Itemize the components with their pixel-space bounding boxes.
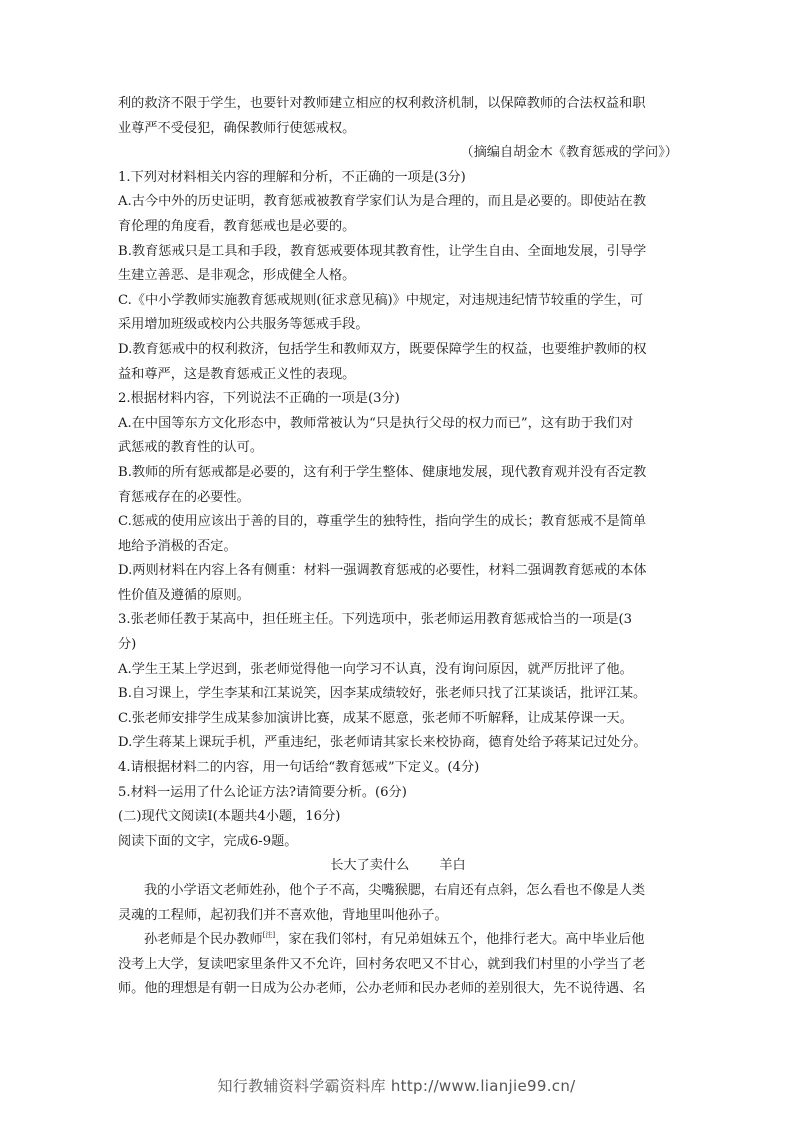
question-1-option-d-cont: 益和尊严，这是教育惩戒正义性的表现。 — [118, 366, 356, 382]
question-2-option-b: B.教师的所有惩戒都是必要的，这有利于学生整体、健康地发展，现代教育观并没有否定教 — [118, 464, 647, 480]
article-paragraph-1-cont: 灵魂的工程师，起初我们并不喜欢他，背地里叫他孙子。 — [118, 907, 448, 923]
footer-watermark: 知行教辅资料学霸资料库 http://www.lianjie99.cn/ — [217, 1077, 576, 1095]
question-4: 4.请根据材料二的内容，用一句话给“教育惩戒”下定义。(4分) — [118, 760, 480, 776]
question-2-option-b-cont: 育惩戒存在的必要性。 — [118, 489, 250, 505]
document-page — [118, 92, 678, 1002]
article-paragraph-1: 我的小学语文老师姓孙，他个子不高，尖嘴猴腮，右肩还有点斜，怎么看也不像是人类 — [144, 883, 646, 898]
question-3-option-a: A.学生王某上学迟到，张老师觉得他一向学习不认真，没有询问原因，就严厉批评了他。 — [118, 661, 633, 677]
question-1-option-b: B.教育惩戒只是工具和手段，教育惩戒要体现其教育性，让学生自由、全面地发展，引导学 — [118, 243, 647, 259]
question-1-option-b-cont: 生建立善恶、是非观念，形成健全人格。 — [118, 268, 356, 284]
article-title: 长大了卖什么 — [330, 858, 410, 874]
question-1-option-a: A.古今中外的历史证明，教育惩戒被教育学家们认为是合理的，而且是必要的。即使站在教 — [118, 194, 647, 210]
article-paragraph-2: 孙老师是个民办教师[注]，家在我们邻村，有兄弟姐妹五个，他排行老大。高中毕业后他 — [144, 931, 645, 948]
question-3-option-c: C.张老师安排学生成某参加演讲比赛，成某不愿意，张老师不听解释，让成某停课一天。 — [118, 710, 633, 726]
question-3-stem-cont: 分) — [118, 637, 137, 653]
reading-instruction: 阅读下面的文字，完成6-9题。 — [118, 833, 298, 849]
question-3-option-b: B.自习课上，学生李某和江某说笑，因李某成绩较好，张老师只找了江某谈话，批评江某。 — [118, 686, 647, 702]
question-2-option-a-cont: 武惩戒的教育性的认可。 — [118, 440, 264, 456]
question-1-option-d: D.教育惩戒中的权利救济，包括学生和教师双方，既要保障学生的权益，也要维护教师的权 — [118, 341, 647, 357]
footnote-marker: [注] — [262, 931, 276, 940]
question-3-stem: 3.张老师任教于某高中，担任班主任。下列选项中，张老师运用教育惩戒恰当的一项是(3 — [118, 612, 633, 628]
article-paragraph-2-cont: 师。他的理想是有朝一日成为公办老师，公办老师和民办老师的差别很大，先不说待遇、名 — [118, 981, 646, 997]
article-author: 羊白 — [439, 858, 466, 874]
question-2-option-d: D.两则材料在内容上各有侧重：材料一强调教育惩戒的必要性，材料二强调教育惩戒的本体 — [118, 563, 647, 579]
question-2-option-c-cont: 地给予消极的否定。 — [118, 538, 237, 554]
section-heading: (二)现代文阅读Ⅰ(本题共4小题，16分) — [118, 809, 341, 825]
question-2-option-d-cont: 性价值及遵循的原则。 — [118, 587, 250, 603]
question-2-stem: 2.根据材料内容，下列说法不正确的一项是(3分) — [118, 391, 400, 407]
question-1-option-c-cont: 采用增加班级或校内公共服务等惩戒手段。 — [118, 317, 369, 333]
body-text-line: 利的救济不限于学生，也要针对教师建立相应的权利救济机制，以保障教师的合法权益和职 — [118, 96, 646, 111]
source-citation: （摘编自胡金木《教育惩戒的学问》） — [460, 145, 678, 161]
question-2-option-a: A.在中国等东方文化形态中，教师常被认为“只是执行父母的权力而已”，这有助于我们对 — [118, 415, 634, 431]
article-paragraph-2-cont: 没考上大学，复读吧家里条件又不允许，回村务农吧又不甘心，就到我们村里的小学当了老 — [118, 956, 646, 972]
article-heading — [118, 854, 678, 879]
question-1-option-a-cont: 育伦理的角度看，教育惩戒也是必要的。 — [118, 218, 356, 234]
question-3-option-d: D.学生蒋某上课玩手机，严重违纪，张老师请其家长来校协商，德育处给予蒋某记过处分。 — [118, 735, 647, 751]
question-1-stem: 1.下列对材料相关内容的理解和分析，不正确的一项是(3分) — [118, 169, 466, 185]
body-text-line: 业尊严不受侵犯，确保教师行使惩戒权。 — [118, 120, 356, 136]
question-2-option-c: C.惩戒的使用应该出于善的目的，尊重学生的独特性，指向学生的成长；教育惩戒不是简单 — [118, 514, 647, 530]
question-5: 5.材料一运用了什么论证方法?请简要分析。(6分) — [118, 784, 407, 800]
question-1-option-c: C.《中小学教师实施教育惩戒规则(征求意见稿)》中规定，对违规违纪情节较重的学生，可 — [118, 292, 644, 308]
